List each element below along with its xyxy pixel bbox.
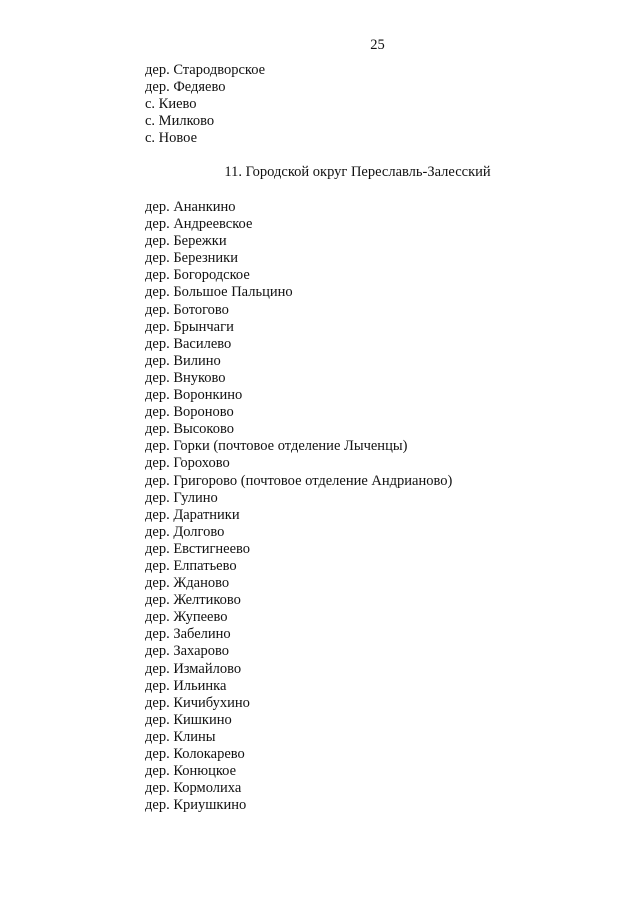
section-heading: 11. Городской округ Переславль-Залесский — [224, 164, 491, 180]
list-item: дер. Кишкино — [145, 711, 232, 728]
list-item: дер. Даратники — [145, 506, 240, 523]
list-item: дер. Горохово — [145, 455, 230, 472]
list-item: дер. Федяево — [145, 79, 226, 96]
list-item: дер. Высоково — [145, 421, 234, 438]
list-item: дер. Гулино — [145, 489, 218, 506]
list-item: дер. Ботогово — [145, 301, 229, 318]
list-item: дер. Елпатьево — [145, 557, 237, 574]
list-item: дер. Воронкино — [145, 387, 243, 404]
list-item: дер. Кормолиха — [145, 780, 242, 797]
list-item: дер. Большое Пальцино — [145, 284, 293, 301]
list-item: дер. Березники — [145, 250, 238, 267]
list-item: дер. Богородское — [145, 267, 250, 284]
list-item: дер. Кичибухино — [145, 694, 250, 711]
list-item: дер. Долгово — [145, 523, 225, 540]
list-item: дер. Колокарево — [145, 746, 245, 762]
list-item: дер. Захарово — [145, 643, 230, 660]
list-item: дер. Желтиково — [145, 592, 241, 609]
list-item: дер. Измайлово — [145, 660, 242, 677]
list-item: дер. Жупеево — [145, 609, 228, 626]
list-item: дер. Евстигнеево — [145, 540, 251, 557]
list-item: дер. Вилино — [145, 352, 221, 369]
list-item: дер. Жданово — [145, 575, 230, 592]
settlement-list-main — [145, 199, 452, 814]
page-number: 25 — [370, 37, 385, 53]
settlement-list-top — [145, 62, 265, 147]
list-item: дер. Бережки — [145, 233, 227, 250]
list-item: с. Новое — [145, 130, 198, 147]
list-item: дер. Вороново — [145, 404, 234, 421]
list-item: дер. Григорово (почтовое отделение Андрианово) — [145, 472, 453, 489]
list-item: дер. Ильинка — [145, 677, 227, 694]
list-item: с. Милково — [145, 113, 215, 130]
list-item: дер. Стародворское — [145, 62, 266, 78]
list-item: дер. Горки (почтовое отделение Лыченцы) — [145, 438, 408, 455]
list-item: дер. Внуково — [145, 369, 226, 386]
list-item: с. Киево — [145, 96, 197, 113]
list-item: дер. Василево — [145, 335, 232, 352]
list-item: дер. Забелино — [145, 626, 231, 643]
list-item: дер. Брынчаги — [145, 318, 234, 335]
list-item: дер. Клины — [145, 728, 216, 745]
list-item: дер. Конюцкое — [145, 763, 237, 780]
list-item: дер. Ананкино — [145, 199, 236, 215]
list-item: дер. Андреевское — [145, 216, 253, 233]
list-item: дер. Криушкино — [145, 797, 247, 814]
